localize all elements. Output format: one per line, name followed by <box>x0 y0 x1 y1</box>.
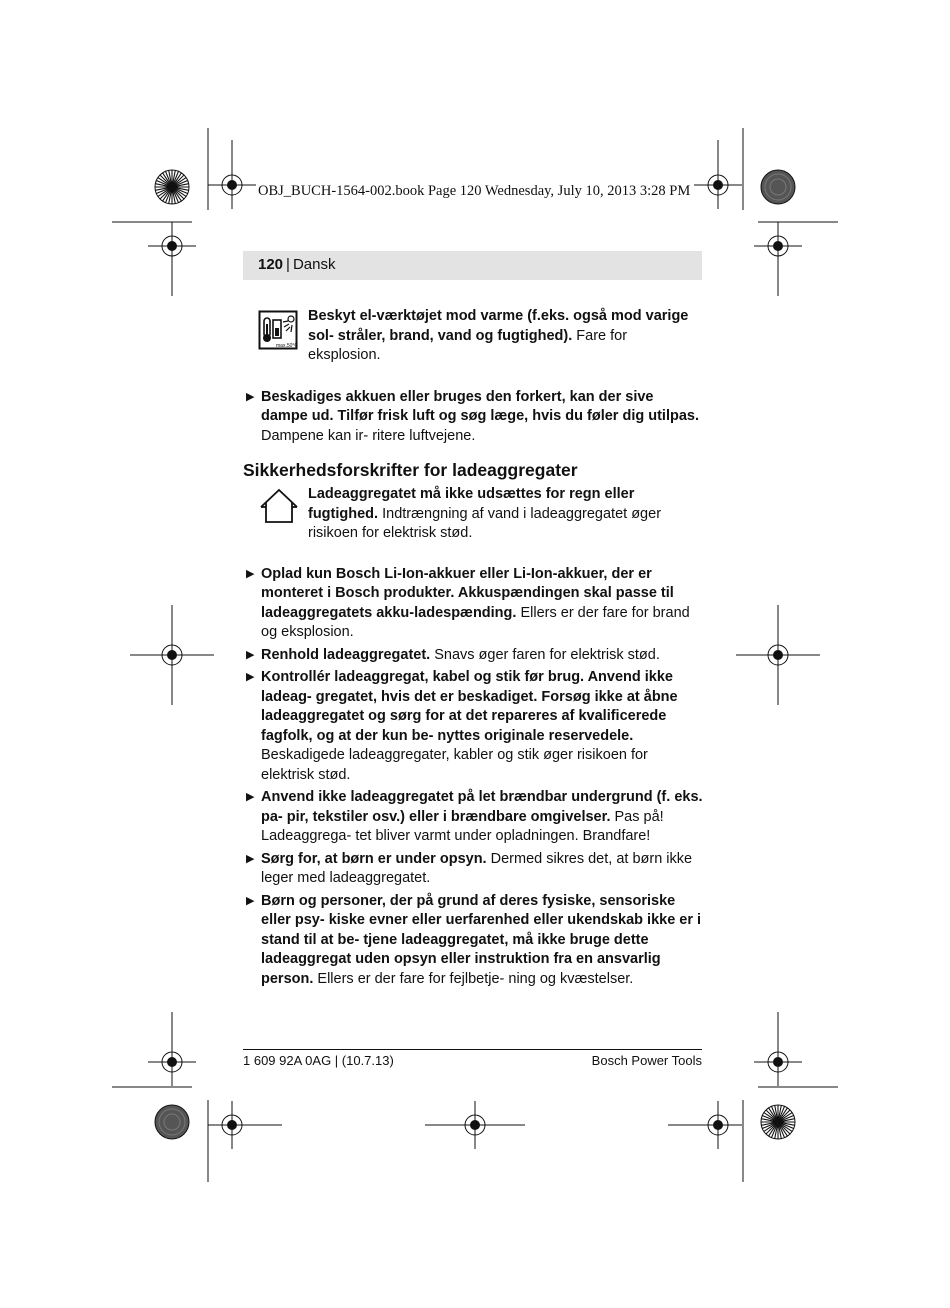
list-item <box>243 646 703 666</box>
footer-brand: Bosch Power Tools <box>591 1053 702 1068</box>
triangle-right-icon: ▶ <box>246 852 255 865</box>
list-item <box>243 788 703 847</box>
list-item <box>243 892 703 990</box>
page-header-label <box>258 256 335 273</box>
damaged-battery-bold: Beskadiges akkuen eller bruges den forkert, kan der sive dampe ud. Tilfør frisk luft og søg læge, hvis du føler dig utilpas. <box>261 388 699 424</box>
triangle-right-icon: ▶ <box>246 791 255 803</box>
print-slug: OBJ_BUCH-1564-002.book Page 120 Wednesday, July 10, 2013 3:28 PM <box>258 183 691 199</box>
triangle-right-icon: ▶ <box>246 390 255 403</box>
page-body <box>243 307 703 989</box>
page-header <box>243 251 702 280</box>
list-item-bold: Kontrollér ladeaggregat, kabel og stik før brug. Anvend ikke ladeag- gregatet, hvis det er beskadiget. Forsøg ikke at åbne ladeaggregatet og sørg for at det repareres af kvalificerede fagfolk, og at der kun be- nyttes originale reservedele. <box>261 669 678 744</box>
list-item <box>243 850 703 889</box>
list-item-normal: Snavs øger faren for elektrisk stød. <box>430 646 660 663</box>
list-item-bold: Sørg for, at børn er under opsyn. <box>261 850 487 867</box>
list-item-bold: Anvend ikke ladeaggregatet på let brændbar undergrund (f. eks. pa- pir, tekstiler osv.) eller i brændbare omgivelser. <box>261 789 703 825</box>
damaged-battery-item <box>243 388 703 447</box>
indoor-warning <box>243 485 703 544</box>
list-item-bold: Børn og personer, der på grund af deres fysiske, sensoriske eller psy- kiske evner eller uerfarenhed eller ukendskab ikke er i stand til at be- tjene ladeaggregatet, må ikke bruge dette ladeaggregat uden opsyn eller instruktion fra en ansvarlig person. <box>261 892 702 987</box>
list-item-normal: Pas på! Ladeaggrega- tet bliver varmt under opladningen. Brandfare! <box>261 808 664 844</box>
page-number: 120 <box>258 256 284 273</box>
heat-warning-text <box>308 307 703 366</box>
section-title: Sikkerhedsforskrifter for ladeaggregater <box>243 460 578 480</box>
heat-warning-normal: Fare for eksplosion. <box>308 327 628 363</box>
list-item-normal: Dermed sikres det, at børn ikke leger med ladeaggregatet. <box>261 850 693 886</box>
indoor-warning-normal: Indtrængning af vand i ladeaggregatet øger risikoen for elektrisk stød. <box>308 505 662 541</box>
house-icon <box>258 488 300 531</box>
triangle-right-icon: ▶ <box>246 671 255 683</box>
heat-warning-bold: Beskyt el-værktøjet mod varme (f.eks. også mod varige sol- stråler, brand, vand og fugtighed). <box>308 308 689 344</box>
heat-icon-label: max.50°C <box>276 343 298 349</box>
triangle-right-icon: ▶ <box>246 567 255 580</box>
list-item <box>243 565 703 643</box>
list-item-bold: Oplad kun Bosch Li-Ion-akkuer eller Li-Ion-akkuer, der er monteret i Bosch produkter. Akkuspændingen skal passe til ladeaggregatets akku-ladespænding. <box>261 565 674 621</box>
indoor-warning-text <box>308 485 703 544</box>
list-item-normal: Ellers er der fare for fejlbetje- ning og kvæstelser. <box>313 970 634 987</box>
list-item-normal: Beskadigede ladeaggregater, kabler og stik øger risikoen for elektrisk stød. <box>261 747 648 783</box>
indoor-warning-bold: Ladeaggregatet må ikke udsættes for regn eller fugtighed. <box>308 486 635 522</box>
damaged-battery-normal: Dampene kan ir- ritere luftvejene. <box>261 427 476 444</box>
heat-warning <box>243 307 703 366</box>
list-item-normal: Ellers er der fare for brand og eksplosion. <box>261 604 690 640</box>
footer-doc-number: 1 609 92A 0AG | (10.7.13) <box>243 1053 394 1068</box>
triangle-right-icon: ▶ <box>246 648 255 661</box>
list-item <box>243 668 703 785</box>
header-separator: | <box>286 256 290 273</box>
thermometer-sun-icon <box>258 310 298 357</box>
footer-rule <box>243 1049 702 1050</box>
triangle-right-icon: ▶ <box>246 894 255 907</box>
list-item-bold: Renhold ladeaggregatet. <box>261 646 431 663</box>
header-language: Dansk <box>292 256 336 273</box>
